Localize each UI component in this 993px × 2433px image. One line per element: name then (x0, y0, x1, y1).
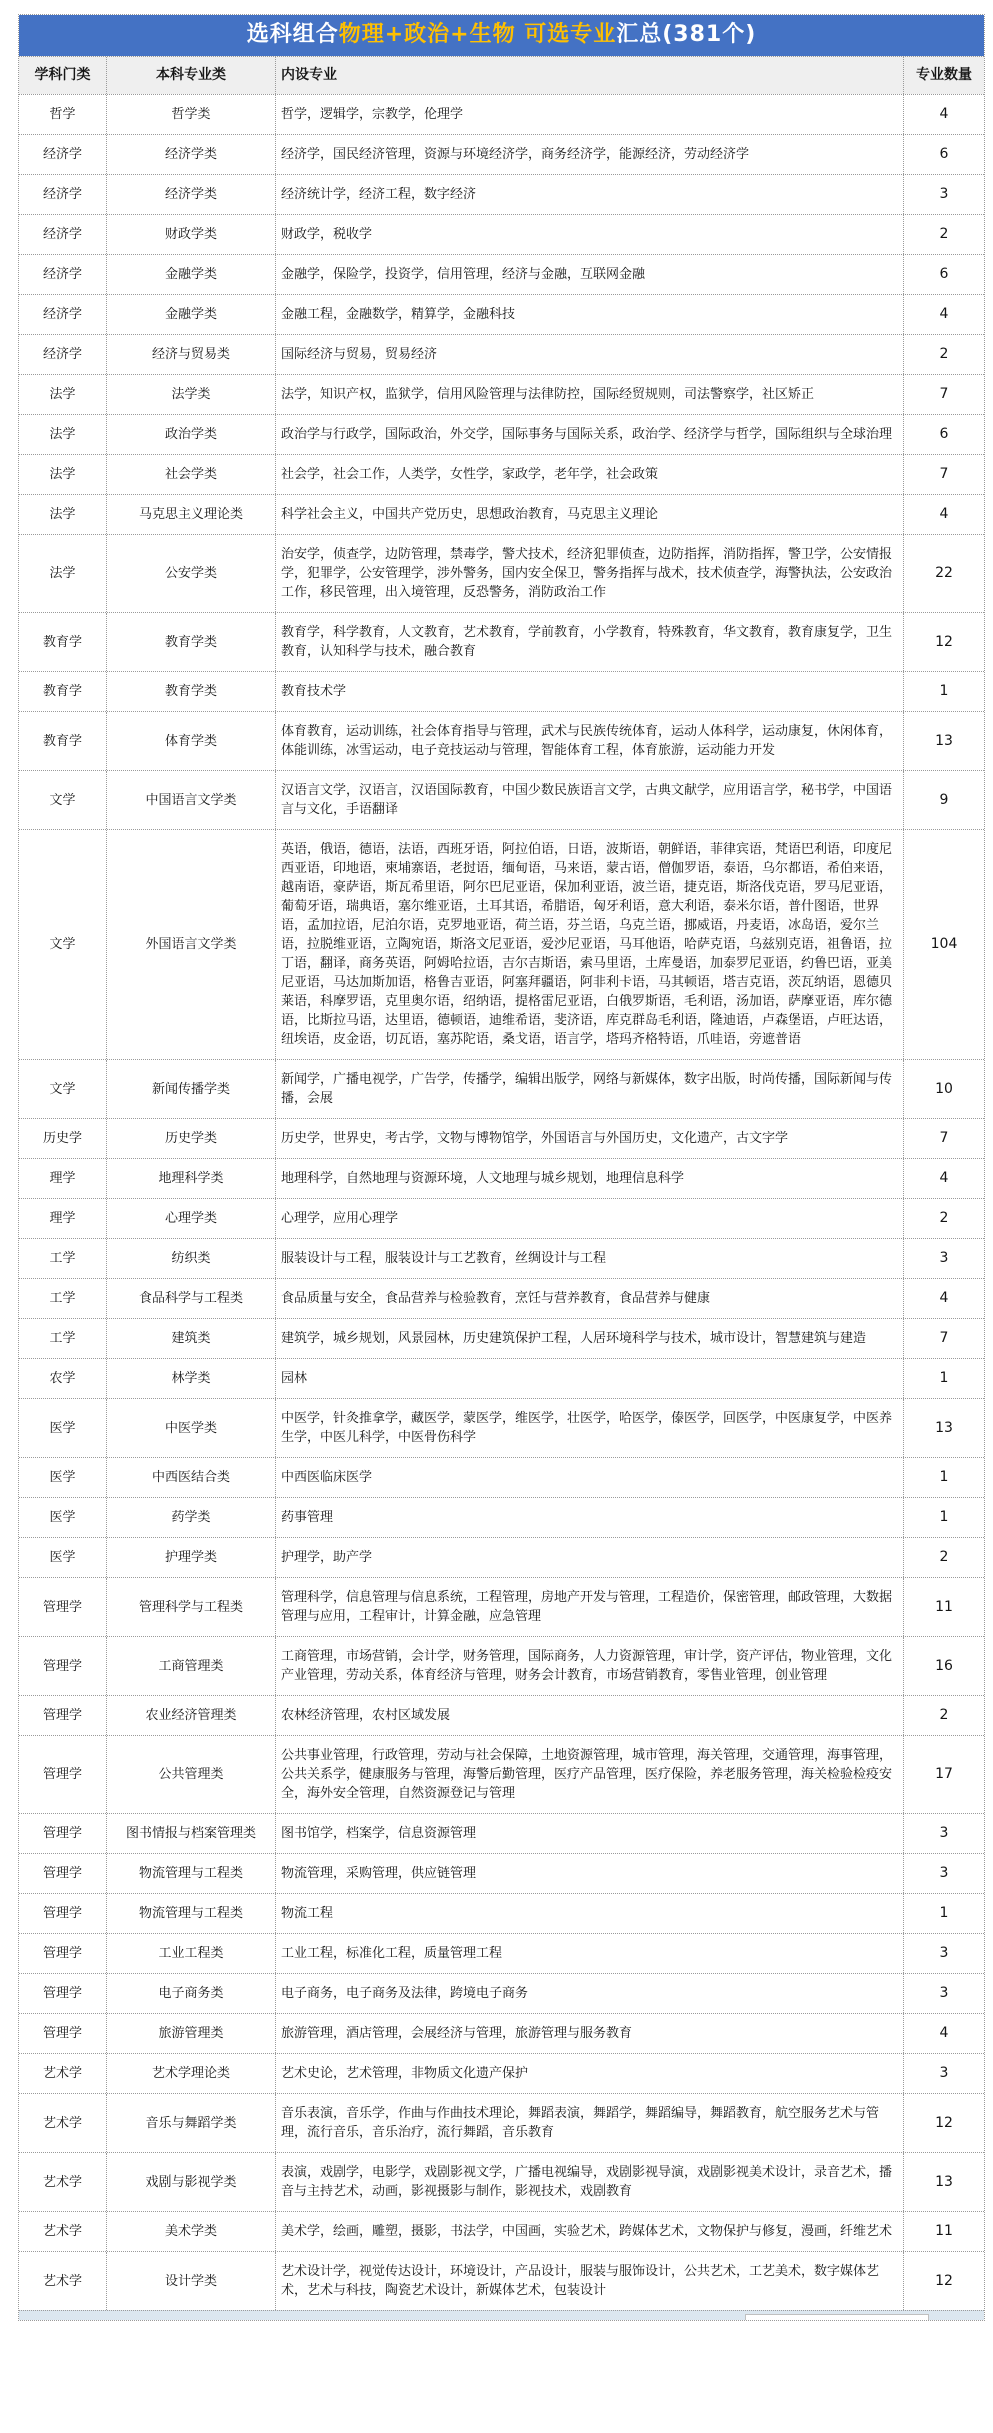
cell-count: 12 (903, 2252, 984, 2310)
table-row (19, 334, 984, 374)
cell-count: 9 (903, 771, 984, 829)
cell-category: 法学 (49, 427, 76, 442)
cell-count: 2 (903, 335, 984, 374)
partial-next-section-cell (745, 2314, 929, 2320)
cell-major-class: 艺术学理论类 (106, 2054, 275, 2093)
cell-category: 教育学 (42, 733, 82, 749)
cell-major-class: 工业工程类 (106, 1934, 275, 1973)
cell-major-class: 教育学类 (106, 672, 275, 711)
cell-majors: 财政学，税收学 (275, 215, 903, 254)
cell-majors: 教育技术学 (275, 672, 903, 711)
cell-major-class: 戏剧与影视学类 (106, 2153, 275, 2211)
cell-count: 3 (903, 1814, 984, 1853)
table-row (19, 1933, 984, 1973)
table-row (19, 534, 984, 612)
cell-count: 3 (903, 1854, 984, 1893)
cell-majors: 汉语言文学，汉语言，汉语国际教育，中国少数民族语言文学，古典文献学，应用语言学，秘书学，中国语言与文化，手语翻译 (275, 771, 903, 829)
cell-category: 工学 (49, 1251, 76, 1266)
cell-category: 经济学 (42, 347, 82, 362)
table-row (19, 1973, 984, 2013)
cell-category: 艺术学 (42, 2224, 82, 2239)
cell-major-class: 经济与贸易类 (106, 335, 275, 374)
cell-count: 6 (903, 255, 984, 294)
cell-major-class: 教育学类 (106, 613, 275, 671)
cell-count: 16 (903, 1637, 984, 1695)
cell-category: 法学 (49, 566, 76, 581)
cell-major-class: 金融学类 (106, 295, 275, 334)
cell-majors: 社会学，社会工作，人类学，女性学，家政学，老年学，社会政策 (275, 455, 903, 494)
cell-majors: 服装设计与工程，服装设计与工艺教育，丝绸设计与工程 (275, 1239, 903, 1278)
column-header-major-class: 本科专业类 (106, 57, 275, 94)
table-row (19, 1853, 984, 1893)
cell-major-class: 管理科学与工程类 (106, 1578, 275, 1636)
table-row (19, 770, 984, 829)
cell-category: 文学 (49, 792, 76, 808)
cell-category: 管理学 (42, 1708, 82, 1723)
table-row (19, 94, 984, 134)
cell-category: 医学 (49, 1510, 76, 1525)
table-row (19, 1398, 984, 1457)
table-row (19, 2093, 984, 2152)
cell-count: 7 (903, 1319, 984, 1358)
cell-major-class: 公共管理类 (106, 1736, 275, 1813)
cell-category: 管理学 (42, 1906, 82, 1921)
cell-category: 文学 (49, 937, 76, 952)
cell-majors: 科学社会主义，中国共产党历史，思想政治教育，马克思主义理论 (275, 495, 903, 534)
cell-count: 3 (903, 1239, 984, 1278)
cell-count: 4 (903, 1279, 984, 1318)
table-row (19, 414, 984, 454)
cell-count: 7 (903, 375, 984, 414)
cell-majors: 食品质量与安全，食品营养与检验教育，烹饪与营养教育，食品营养与健康 (275, 1279, 903, 1318)
cell-count: 4 (903, 1159, 984, 1198)
cell-majors: 中医学，针灸推拿学，藏医学，蒙医学，维医学，壮医学，哈医学，傣医学，回医学，中医康复学，中医养生学，中医儿科学，中医骨伤科学 (275, 1399, 903, 1457)
cell-category: 理学 (49, 1211, 76, 1226)
column-header-category: 学科门类 (34, 67, 91, 83)
cell-count: 13 (903, 1399, 984, 1457)
cell-majors: 音乐表演，音乐学，作曲与作曲技术理论，舞蹈表演，舞蹈学，舞蹈编导，舞蹈教育，航空服务艺术与管理，流行音乐，音乐治疗，流行舞蹈，音乐教育 (275, 2094, 903, 2152)
cell-majors: 哲学，逻辑学，宗教学，伦理学 (275, 95, 903, 134)
cell-majors: 美术学，绘画，雕塑，摄影，书法学，中国画，实验艺术，跨媒体艺术，文物保护与修复，漫画，纤维艺术 (275, 2212, 903, 2251)
cell-majors: 英语，俄语，德语，法语，西班牙语，阿拉伯语，日语，波斯语，朝鲜语，菲律宾语，梵语巴利语，印度尼西亚语，印地语，柬埔寨语，老挝语，缅甸语，马来语，蒙古语，僧伽罗语，泰语，乌尔都语，希伯来语，越南语，豪萨语，斯瓦希里语，阿尔巴尼亚语，保加利亚语，波兰语，捷克语，斯洛伐克语，罗马尼亚语，葡萄牙语，瑞典语，塞尔维亚语，土耳其语，希腊语，匈牙利语，意大利语，泰米尔语，普什图语，世界语，孟加拉语，尼泊尔语，克罗地亚语，荷兰语，芬兰语，乌克兰语，挪威语，丹麦语，冰岛语，爱尔兰语，拉脱维亚语，立陶宛语，斯洛文尼亚语，爱沙尼亚语，马耳他语，哈萨克语，乌兹别克语，祖鲁语，拉丁语，翻译，商务英语，阿姆哈拉语，吉尔吉斯语，索马里语，土库曼语，加泰罗尼亚语，约鲁巴语，亚美尼亚语，马达加斯加语，格鲁吉亚语，阿塞拜疆语，阿非利卡语，马其顿语，塔吉克语，茨瓦纳语，恩德贝莱语，科摩罗语，克里奥尔语，绍纳语，提格雷尼亚语，白俄罗斯语，毛利语，汤加语，萨摩亚语，库尔德语，比斯拉马语，达里语，德顿语，迪维希语，斐济语，库克群岛毛利语，隆迪语，卢森堡语，卢旺达语，纽埃语，皮金语，切瓦语，塞苏陀语，桑戈语，语言学，塔玛齐格特语，爪哇语，旁遮普语 (275, 830, 903, 1059)
cell-major-class: 护理学类 (106, 1538, 275, 1577)
cell-count: 17 (903, 1736, 984, 1813)
cell-category: 法学 (49, 507, 76, 522)
cell-major-class: 财政学类 (106, 215, 275, 254)
cell-category: 教育学 (42, 684, 82, 699)
cell-count: 2 (903, 1696, 984, 1735)
cell-count: 1 (903, 1894, 984, 1933)
table-row (19, 1813, 984, 1853)
cell-majors: 旅游管理，酒店管理，会展经济与管理，旅游管理与服务教育 (275, 2014, 903, 2053)
cell-majors: 物流管理，采购管理，供应链管理 (275, 1854, 903, 1893)
cell-category: 艺术学 (42, 2066, 82, 2081)
table-row (19, 671, 984, 711)
cell-count: 12 (903, 2094, 984, 2152)
cell-major-class: 哲学类 (106, 95, 275, 134)
cell-major-class: 地理科学类 (106, 1159, 275, 1198)
table-row (19, 1118, 984, 1158)
table-row (19, 1497, 984, 1537)
cell-category: 医学 (49, 1550, 76, 1565)
table-title (19, 15, 984, 56)
cell-major-class: 建筑类 (106, 1319, 275, 1358)
cell-count: 4 (903, 95, 984, 134)
table-row (19, 612, 984, 671)
table-row (19, 2152, 984, 2211)
cell-majors: 图书馆学，档案学，信息资源管理 (275, 1814, 903, 1853)
cell-majors: 心理学，应用心理学 (275, 1199, 903, 1238)
cell-major-class: 纺织类 (106, 1239, 275, 1278)
table-row (19, 1198, 984, 1238)
cell-category: 法学 (49, 387, 76, 402)
cell-major-class: 心理学类 (106, 1199, 275, 1238)
cell-count: 2 (903, 1538, 984, 1577)
title-text-suffix: 汇总(381个) (616, 22, 757, 47)
cell-major-class: 林学类 (106, 1359, 275, 1398)
cell-majors: 电子商务，电子商务及法律，跨境电子商务 (275, 1974, 903, 2013)
cell-major-class: 政治学类 (106, 415, 275, 454)
cell-major-class: 药学类 (106, 1498, 275, 1537)
cell-majors: 护理学，助产学 (275, 1538, 903, 1577)
cell-majors: 历史学，世界史，考古学，文物与博物馆学，外国语言与外国历史，文化遗产，古文字学 (275, 1119, 903, 1158)
table-row (19, 1893, 984, 1933)
cell-major-class: 历史学类 (106, 1119, 275, 1158)
cell-majors: 经济统计学，经济工程，数字经济 (275, 175, 903, 214)
cell-major-class: 中医学类 (106, 1399, 275, 1457)
cell-count: 4 (903, 495, 984, 534)
table-row (19, 454, 984, 494)
column-header-count: 专业数量 (903, 57, 984, 94)
cell-major-class: 公安学类 (106, 535, 275, 612)
cell-major-class: 食品科学与工程类 (106, 1279, 275, 1318)
cell-category: 经济学 (42, 227, 82, 242)
cell-major-class: 中西医结合类 (106, 1458, 275, 1497)
cell-category: 法学 (49, 467, 76, 482)
cell-count: 13 (903, 2153, 984, 2211)
cell-count: 12 (903, 613, 984, 671)
cell-count: 10 (903, 1060, 984, 1118)
cell-count: 6 (903, 415, 984, 454)
cell-majors: 治安学，侦查学，边防管理，禁毒学，警犬技术，经济犯罪侦查，边防指挥，消防指挥，警卫学，公安情报学，犯罪学，公安管理学，涉外警务，国内安全保卫，警务指挥与战术，技术侦查学，海警执法，公安政治工作，移民管理，出入境管理，反恐警务，消防政治工作 (275, 535, 903, 612)
cell-category: 艺术学 (42, 2115, 82, 2131)
cell-major-class: 经济学类 (106, 135, 275, 174)
table-row (19, 1278, 984, 1318)
cell-count: 1 (903, 672, 984, 711)
cell-count: 7 (903, 1119, 984, 1158)
table-row (19, 214, 984, 254)
cell-majors: 国际经济与贸易，贸易经济 (275, 335, 903, 374)
cell-count: 4 (903, 2014, 984, 2053)
cell-category: 经济学 (42, 147, 82, 162)
cell-category: 经济学 (42, 187, 82, 202)
cell-count: 3 (903, 1974, 984, 2013)
table-row (19, 2211, 984, 2251)
cell-major-class: 旅游管理类 (106, 2014, 275, 2053)
cell-major-class: 物流管理与工程类 (106, 1854, 275, 1893)
cell-count: 6 (903, 135, 984, 174)
table-row (19, 1457, 984, 1497)
cell-count: 13 (903, 712, 984, 770)
cell-category: 管理学 (42, 2026, 82, 2041)
table-row (19, 374, 984, 414)
table-row (19, 829, 984, 1059)
cell-major-class: 电子商务类 (106, 1974, 275, 2013)
cell-majors: 艺术设计学，视觉传达设计，环境设计，产品设计，服装与服饰设计，公共艺术，工艺美术，数字媒体艺术，艺术与科技，陶瓷艺术设计，新媒体艺术，包装设计 (275, 2252, 903, 2310)
cell-majors: 药事管理 (275, 1498, 903, 1537)
cell-count: 3 (903, 1934, 984, 1973)
cell-category: 管理学 (42, 1946, 82, 1961)
cell-category: 历史学 (42, 1131, 82, 1146)
table-row (19, 1238, 984, 1278)
cell-count: 11 (903, 1578, 984, 1636)
cell-count: 3 (903, 2054, 984, 2093)
cell-majors: 新闻学，广播电视学，广告学，传播学，编辑出版学，网络与新媒体，数字出版，时尚传播，国际新闻与传播，会展 (275, 1060, 903, 1118)
cell-majors: 园林 (275, 1359, 903, 1398)
cell-majors: 公共事业管理，行政管理，劳动与社会保障，土地资源管理，城市管理，海关管理，交通管理，海事管理，公共关系学，健康服务与管理，海警后勤管理，医疗产品管理，医疗保险，养老服务管理，海关检验检疫安全，海外安全管理，自然资源登记与管理 (275, 1736, 903, 1813)
table-row (19, 711, 984, 770)
cell-majors: 金融工程，金融数学，精算学，金融科技 (275, 295, 903, 334)
cell-category: 哲学 (49, 107, 76, 122)
cell-major-class: 社会学类 (106, 455, 275, 494)
cell-majors: 物流工程 (275, 1894, 903, 1933)
cell-count: 2 (903, 215, 984, 254)
cell-category: 管理学 (42, 1767, 82, 1782)
cell-count: 1 (903, 1458, 984, 1497)
cell-majors: 管理科学，信息管理与信息系统，工程管理，房地产开发与管理，工程造价，保密管理，邮政管理，大数据管理与应用，工程审计，计算金融，应急管理 (275, 1578, 903, 1636)
cell-category: 管理学 (42, 1826, 82, 1841)
table-row (19, 1577, 984, 1636)
table-row (19, 134, 984, 174)
table-row (19, 294, 984, 334)
table-row (19, 1735, 984, 1813)
cell-count: 4 (903, 295, 984, 334)
cell-count: 7 (903, 455, 984, 494)
title-text-prefix: 选科组合 (246, 22, 339, 47)
cell-majors: 经济学，国民经济管理，资源与环境经济学，商务经济学，能源经济，劳动经济学 (275, 135, 903, 174)
majors-summary-table (18, 14, 985, 2321)
cell-count: 1 (903, 1359, 984, 1398)
cell-category: 农学 (49, 1371, 76, 1386)
cell-category: 工学 (49, 1331, 76, 1346)
cell-category: 管理学 (42, 1866, 82, 1881)
cell-major-class: 美术学类 (106, 2212, 275, 2251)
cell-majors: 体育教育，运动训练，社会体育指导与管理，武术与民族传统体育，运动人体科学，运动康复，休闲体育，体能训练，冰雪运动，电子竞技运动与管理，智能体育工程，体育旅游，运动能力开发 (275, 712, 903, 770)
cell-category: 医学 (49, 1420, 76, 1436)
cell-category: 文学 (49, 1081, 76, 1097)
table-row (19, 1358, 984, 1398)
cell-category: 工学 (49, 1291, 76, 1306)
cell-major-class: 马克思主义理论类 (106, 495, 275, 534)
table-body (19, 94, 984, 2310)
cell-major-class: 金融学类 (106, 255, 275, 294)
table-header-row (19, 56, 984, 94)
cell-category: 艺术学 (42, 2174, 82, 2190)
cell-count: 2 (903, 1199, 984, 1238)
table-row (19, 254, 984, 294)
table-row (19, 494, 984, 534)
cell-category: 经济学 (42, 307, 82, 322)
table-row (19, 2013, 984, 2053)
cell-majors: 教育学，科学教育，人文教育，艺术教育，学前教育，小学教育，特殊教育，华文教育，教育康复学，卫生教育，认知科学与技术，融合教育 (275, 613, 903, 671)
cell-category: 理学 (49, 1171, 76, 1186)
table-row (19, 1059, 984, 1118)
cell-major-class: 音乐与舞蹈学类 (106, 2094, 275, 2152)
cell-major-class: 中国语言文学类 (106, 771, 275, 829)
cell-major-class: 农业经济管理类 (106, 1696, 275, 1735)
cell-majors: 农林经济管理，农村区域发展 (275, 1696, 903, 1735)
table-row (19, 2053, 984, 2093)
cell-count: 11 (903, 2212, 984, 2251)
cell-majors: 工业工程，标准化工程，质量管理工程 (275, 1934, 903, 1973)
cell-major-class: 图书情报与档案管理类 (106, 1814, 275, 1853)
cell-major-class: 外国语言文学类 (106, 830, 275, 1059)
cell-majors: 建筑学，城乡规划，风景园林，历史建筑保护工程，人居环境科学与技术，城市设计，智慧建筑与建造 (275, 1319, 903, 1358)
cell-majors: 地理科学，自然地理与资源环境，人文地理与城乡规划，地理信息科学 (275, 1159, 903, 1198)
cell-major-class: 经济学类 (106, 175, 275, 214)
table-row (19, 1318, 984, 1358)
cell-category: 管理学 (42, 1658, 82, 1674)
table-row (19, 1158, 984, 1198)
cell-count: 1 (903, 1498, 984, 1537)
cell-category: 医学 (49, 1470, 76, 1485)
cell-count: 3 (903, 175, 984, 214)
table-row (19, 1537, 984, 1577)
cell-majors: 艺术史论，艺术管理，非物质文化遗产保护 (275, 2054, 903, 2093)
table-row (19, 1695, 984, 1735)
cell-category: 经济学 (42, 267, 82, 282)
cell-majors: 金融学，保险学，投资学，信用管理，经济与金融，互联网金融 (275, 255, 903, 294)
cell-major-class: 工商管理类 (106, 1637, 275, 1695)
cell-majors: 政治学与行政学，国际政治，外交学，国际事务与国际关系，政治学、经济学与哲学，国际组织与全球治理 (275, 415, 903, 454)
partial-next-section (19, 2310, 984, 2320)
cell-majors: 法学，知识产权，监狱学，信用风险管理与法律防控，国际经贸规则，司法警察学，社区矫正 (275, 375, 903, 414)
cell-major-class: 体育学类 (106, 712, 275, 770)
cell-count: 104 (903, 830, 984, 1059)
cell-major-class: 新闻传播学类 (106, 1060, 275, 1118)
cell-category: 管理学 (42, 1986, 82, 2001)
cell-category: 教育学 (42, 634, 82, 650)
title-text-combo-highlight: 物理+政治+生物 可选专业 (338, 22, 617, 47)
cell-category: 管理学 (42, 1599, 82, 1615)
table-row (19, 2251, 984, 2310)
cell-majors: 表演，戏剧学，电影学，戏剧影视文学，广播电视编导，戏剧影视导演，戏剧影视美术设计，录音艺术，播音与主持艺术，动画，影视摄影与制作，影视技术，戏剧教育 (275, 2153, 903, 2211)
cell-major-class: 物流管理与工程类 (106, 1894, 275, 1933)
cell-count: 22 (903, 535, 984, 612)
cell-major-class: 法学类 (106, 375, 275, 414)
table-row (19, 174, 984, 214)
cell-category: 艺术学 (42, 2273, 82, 2289)
cell-major-class: 设计学类 (106, 2252, 275, 2310)
table-row (19, 1636, 984, 1695)
cell-majors: 工商管理，市场营销，会计学，财务管理，国际商务，人力资源管理，审计学，资产评估，物业管理，文化产业管理，劳动关系，体育经济与管理，财务会计教育，市场营销教育，零售业管理，创业管理 (275, 1637, 903, 1695)
column-header-majors: 内设专业 (275, 57, 903, 94)
cell-majors: 中西医临床医学 (275, 1458, 903, 1497)
